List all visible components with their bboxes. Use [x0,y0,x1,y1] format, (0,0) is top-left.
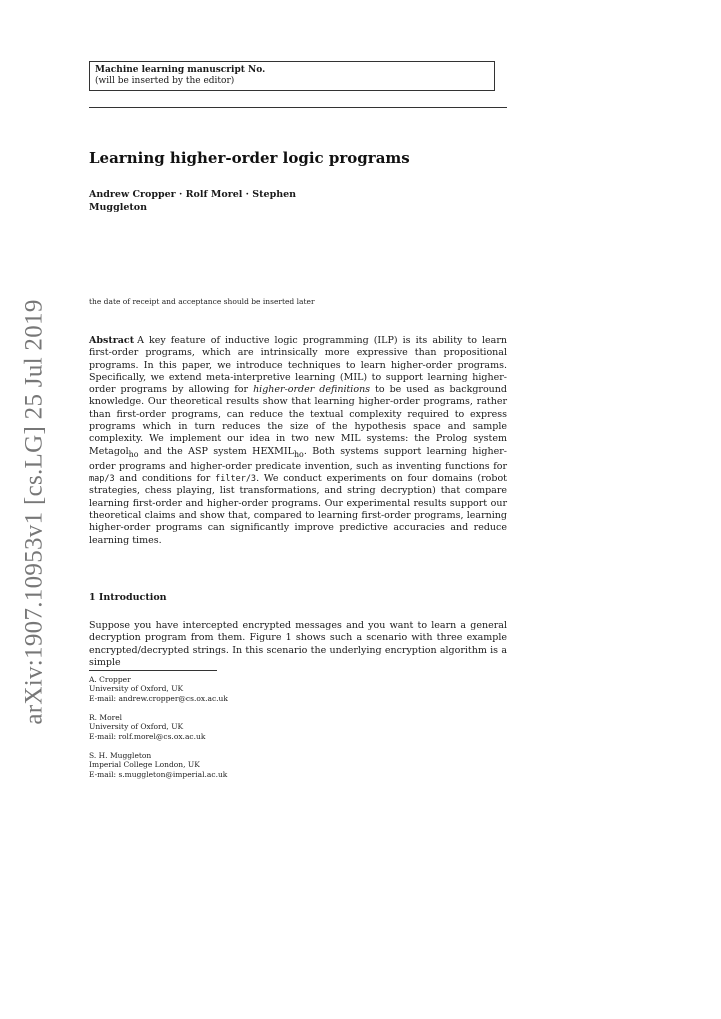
affiliation-email: E-mail: rolf.morel@cs.ox.ac.uk [89,731,206,741]
manuscript-box [89,61,495,91]
affiliation-name: R. Morel [89,713,123,722]
abstract-label: Abstract [89,335,135,346]
affiliation-name: S. H. Muggleton [89,751,152,760]
affiliation-email: E-mail: andrew.cropper@cs.ox.ac.uk [89,693,228,703]
affiliation-org: University of Oxford, UK [89,722,184,732]
header-rule [89,107,507,108]
author-line-2: Muggleton [89,202,147,213]
abstract-italic-term: higher-order definitions [253,384,371,396]
abstract-text-1: A key feature of inductive logic programming (ILP) is its ability to learn first-order programs, which are intrinsically more expressive than propositional programs. In this paper, we introduce techniques to learn higher-order programs. Specifically, we extend meta-interpretive learning (MIL) to support learning higher-order programs by allowing for [89,335,507,396]
author-line-1: Andrew Cropper · Rolf Morel · Stephen [89,189,297,200]
affiliation-org: Imperial College London, UK [89,760,200,770]
manuscript-label: Machine learning manuscript No. [95,65,266,75]
manuscript-note: (will be inserted by the editor) [95,76,235,86]
affiliation-block [89,675,228,703]
introduction-paragraph: Suppose you have intercepted encrypted messages and you want to learn a general decryption program from them. Figure 1 shows such a scenario with three example encrypted/decrypted strings. In this scenario the underlying encryption algorithm is a simple [89,620,507,668]
affiliation-email: E-mail: s.muggleton@imperial.ac.uk [89,769,228,779]
abstract-subscript-2: ho [293,449,304,459]
abstract-text-2: to be used as background knowledge. Our theoretical results show that learning higher-order programs, rather than first-order programs, can reduce the textual complexity required to express programs which in turn reduces the size of the hypothesis space and sample complexity. We implement our idea in two new MIL systems: the Prolog system Metagol [89,384,507,457]
abstract-text-4: . Both systems support learning higher-order programs and higher-order predicate invention, such as inventing functions for [89,445,507,472]
affiliation-block [89,751,227,779]
section-title: 1 Introduction [89,592,167,603]
abstract-text-3: and the ASP system HEXMIL [138,445,294,457]
footnote-rule [89,670,217,671]
affiliation-block [89,713,205,741]
abstract-subscript-1: ho [128,449,139,459]
abstract-code-2: filter/3 [215,474,257,485]
affiliation-org: University of Oxford, UK [89,684,184,694]
affiliation-name: A. Cropper [89,675,131,684]
arxiv-side-identifier [7,299,63,725]
abstract-text-6: . We conduct experiments on four domains (robot strategies, chess playing, list transformations, and string decryption) that compare learning first-order and higher-order programs. Our experimental results support our theoretical claims and show that, compared to learning first-order programs, learning higher-order programs can significantly improve predictive accuracies and reduce learning times. [89,473,507,546]
author-list [89,188,349,214]
paper-title: Learning higher-order logic programs [89,149,410,167]
receipt-note: the date of receipt and acceptance should be inserted later [89,297,315,306]
abstract-code-1: map/3 [89,474,115,485]
abstract-text-5: and conditions for [114,473,216,485]
arxiv-identifier-text: arXiv:1907.10953v1 [cs.LG] 25 Jul 2019 [21,299,48,725]
abstract [89,335,507,547]
